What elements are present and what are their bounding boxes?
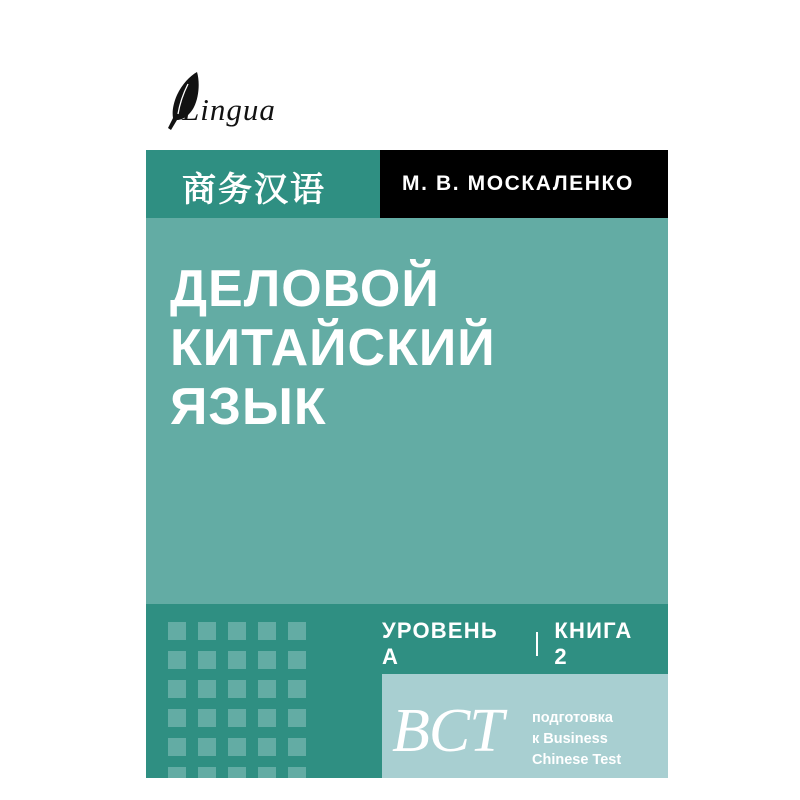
title-panel [146, 218, 668, 604]
dot [228, 767, 246, 778]
hanzi-subtitle: 商务汉语 [182, 170, 326, 210]
level-label: УРОВЕНЬ А [382, 618, 498, 669]
page-title [170, 260, 640, 436]
dot [288, 680, 306, 698]
dot [198, 680, 216, 698]
title-line-1: ДЕЛОВОЙ [170, 260, 440, 318]
dot [258, 767, 276, 778]
dot [198, 738, 216, 756]
title-line-2: КИТАЙСКИЙ [170, 318, 496, 377]
dot [198, 651, 216, 669]
dot [228, 709, 246, 727]
publisher-logo [160, 70, 320, 144]
author-bar [380, 150, 668, 218]
dot [168, 767, 186, 778]
publisher-name: Lingua [182, 92, 276, 127]
level-and-book-line [382, 620, 652, 668]
dot [228, 651, 246, 669]
exam-abbreviation: BCT [392, 697, 503, 765]
book-label: КНИГА 2 [554, 618, 633, 669]
dot [228, 738, 246, 756]
dot [258, 651, 276, 669]
dot [198, 709, 216, 727]
dot [288, 622, 306, 640]
dot [258, 622, 276, 640]
hanzi-subtitle-block [146, 150, 380, 218]
exam-description [532, 708, 662, 771]
divider [536, 632, 538, 656]
dot [288, 767, 306, 778]
exam-block [382, 674, 668, 778]
dot [288, 738, 306, 756]
dot [168, 651, 186, 669]
book-cover [132, 22, 668, 778]
dot-grid-decoration [168, 622, 318, 778]
exam-description-line-2: к Business [532, 731, 608, 748]
dot [168, 622, 186, 640]
author-name: М. В. МОСКАЛЕНКО [402, 172, 634, 195]
dot [258, 738, 276, 756]
dot [168, 680, 186, 698]
publisher-band [132, 22, 668, 150]
dot [228, 680, 246, 698]
title-line-3: ЯЗЫК [170, 377, 327, 436]
dot [198, 622, 216, 640]
dot [288, 709, 306, 727]
exam-description-line-1: подготовка [532, 710, 613, 726]
dot [228, 622, 246, 640]
dot [258, 680, 276, 698]
exam-description-line-3: Chinese Test [532, 752, 622, 769]
dot [168, 738, 186, 756]
dot [288, 651, 306, 669]
dot [168, 709, 186, 727]
dot [258, 709, 276, 727]
dot [198, 767, 216, 778]
